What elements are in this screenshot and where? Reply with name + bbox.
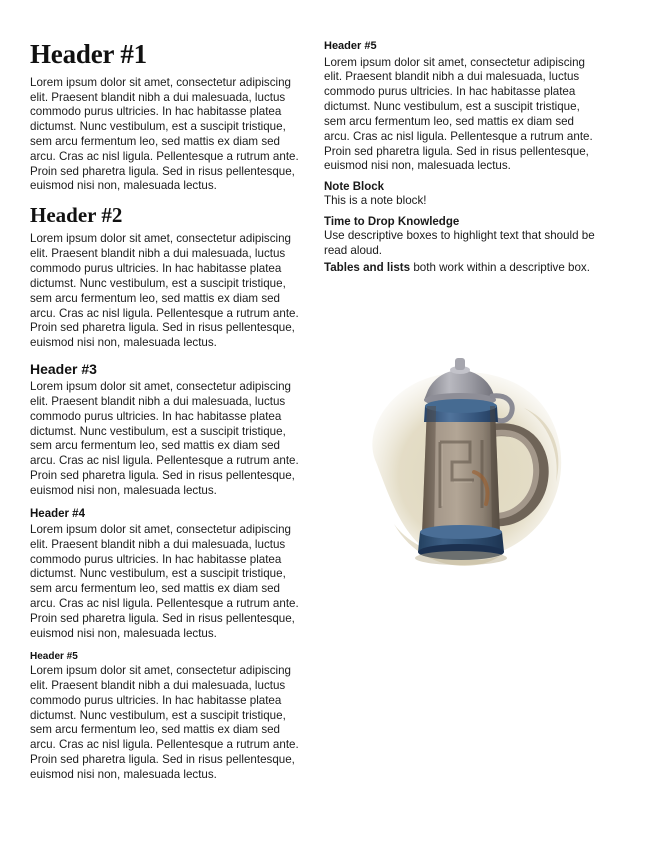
body-paragraph-4: Lorem ipsum dolor sit amet, consectetur adipiscing elit. Praesent blandit nibh a dui malesuada, luctus commodo purus ultricies. In hac habitasse platea dictumst. Nunc vestibulum, est a suscipit tristique, sem arcu fermentum leo, sed mattis ex diam sed arcu. Cras ac nisl ligula. Pellentesque a rutrum ante. Proin sed pharetra ligula. Sed in risus pellentesque, euismod nisi non, malesuada lectus. (30, 522, 299, 640)
descriptive-box-title: Time to Drop Knowledge (324, 216, 460, 229)
right-column (324, 40, 596, 612)
tables-and-lists-rest: both work within a descriptive box. (410, 260, 590, 274)
stein-base (415, 525, 507, 565)
body-paragraph-5: Lorem ipsum dolor sit amet, consectetur adipiscing elit. Praesent blandit nibh a dui malesuada, luctus commodo purus ultricies. In hac habitasse platea dictumst. Nunc vestibulum, est a suscipit tristique, sem arcu fermentum leo, sed mattis ex diam sed arcu. Cras ac nisl ligula. Pellentesque a rutrum ante. Proin sed pharetra ligula. Sed in risus pellentesque, euismod nisi non, malesuada lectus. (30, 664, 299, 781)
note-block-title: Note Block (324, 181, 385, 194)
section-header-2: Header #2 (30, 203, 123, 228)
section-header-4: Header #4 (30, 507, 85, 520)
beer-stein-illustration (324, 312, 596, 612)
section-header-3: Header #3 (30, 361, 97, 378)
tables-and-lists-text (324, 261, 596, 276)
left-column (30, 40, 302, 785)
body-paragraph-3: Lorem ipsum dolor sit amet, consectetur adipiscing elit. Praesent blandit nibh a dui malesuada, luctus commodo purus ultricies. In hac habitasse platea dictumst. Nunc vestibulum, est a suscipit tristique, sem arcu fermentum leo, sed mattis ex diam sed arcu. Cras ac nisl ligula. Pellentesque a rutrum ante. Proin sed pharetra ligula. Sed in risus pellentesque, euismod nisi non, malesuada lectus. (30, 380, 299, 497)
body-paragraph-1: Lorem ipsum dolor sit amet, consectetur adipiscing elit. Praesent blandit nibh a dui malesuada, luctus commodo purus ultricies. In hac habitasse platea dictumst. Nunc vestibulum, est a suscipit tristique, sem arcu fermentum leo, sed mattis ex diam sed arcu. Cras ac nisl ligula. Pellentesque a rutrum ante. Proin sed pharetra ligula. Sed in risus pellentesque, euismod nisi non, malesuada lectus. (30, 75, 299, 193)
right-body-paragraph: Lorem ipsum dolor sit amet, consectetur adipiscing elit. Praesent blandit nibh a dui malesuada, luctus commodo purus ultricies. In hac habitasse platea dictumst. Nunc vestibulum, est a suscipit tristique, sem arcu fermentum leo, sed mattis ex diam sed arcu. Cras ac nisl ligula. Pellentesque a rutrum ante. Proin sed pharetra ligula. Sed in risus pellentesque, euismod nisi non, malesuada lectus. (324, 55, 593, 173)
stein-body (422, 399, 500, 534)
body-paragraph-2: Lorem ipsum dolor sit amet, consectetur adipiscing elit. Praesent blandit nibh a dui malesuada, luctus commodo purus ultricies. In hac habitasse platea dictumst. Nunc vestibulum, est a suscipit tristique, sem arcu fermentum leo, sed mattis ex diam sed arcu. Cras ac nisl ligula. Pellentesque a rutrum ante. Proin sed pharetra ligula. Sed in risus pellentesque, euismod nisi non, malesuada lectus. (30, 232, 299, 350)
two-column-layout (30, 40, 622, 785)
section-header-5: Header #5 (30, 650, 78, 662)
page-title: Header #1 (30, 39, 147, 69)
right-section-header-5: Header #5 (324, 40, 377, 52)
beer-stein-svg (324, 312, 596, 612)
descriptive-box-text: Use descriptive boxes to highlight text that should be read aloud. (324, 229, 595, 257)
note-block-text: This is a note block! (324, 194, 427, 208)
tables-and-lists-lead: Tables and lists (324, 260, 411, 274)
